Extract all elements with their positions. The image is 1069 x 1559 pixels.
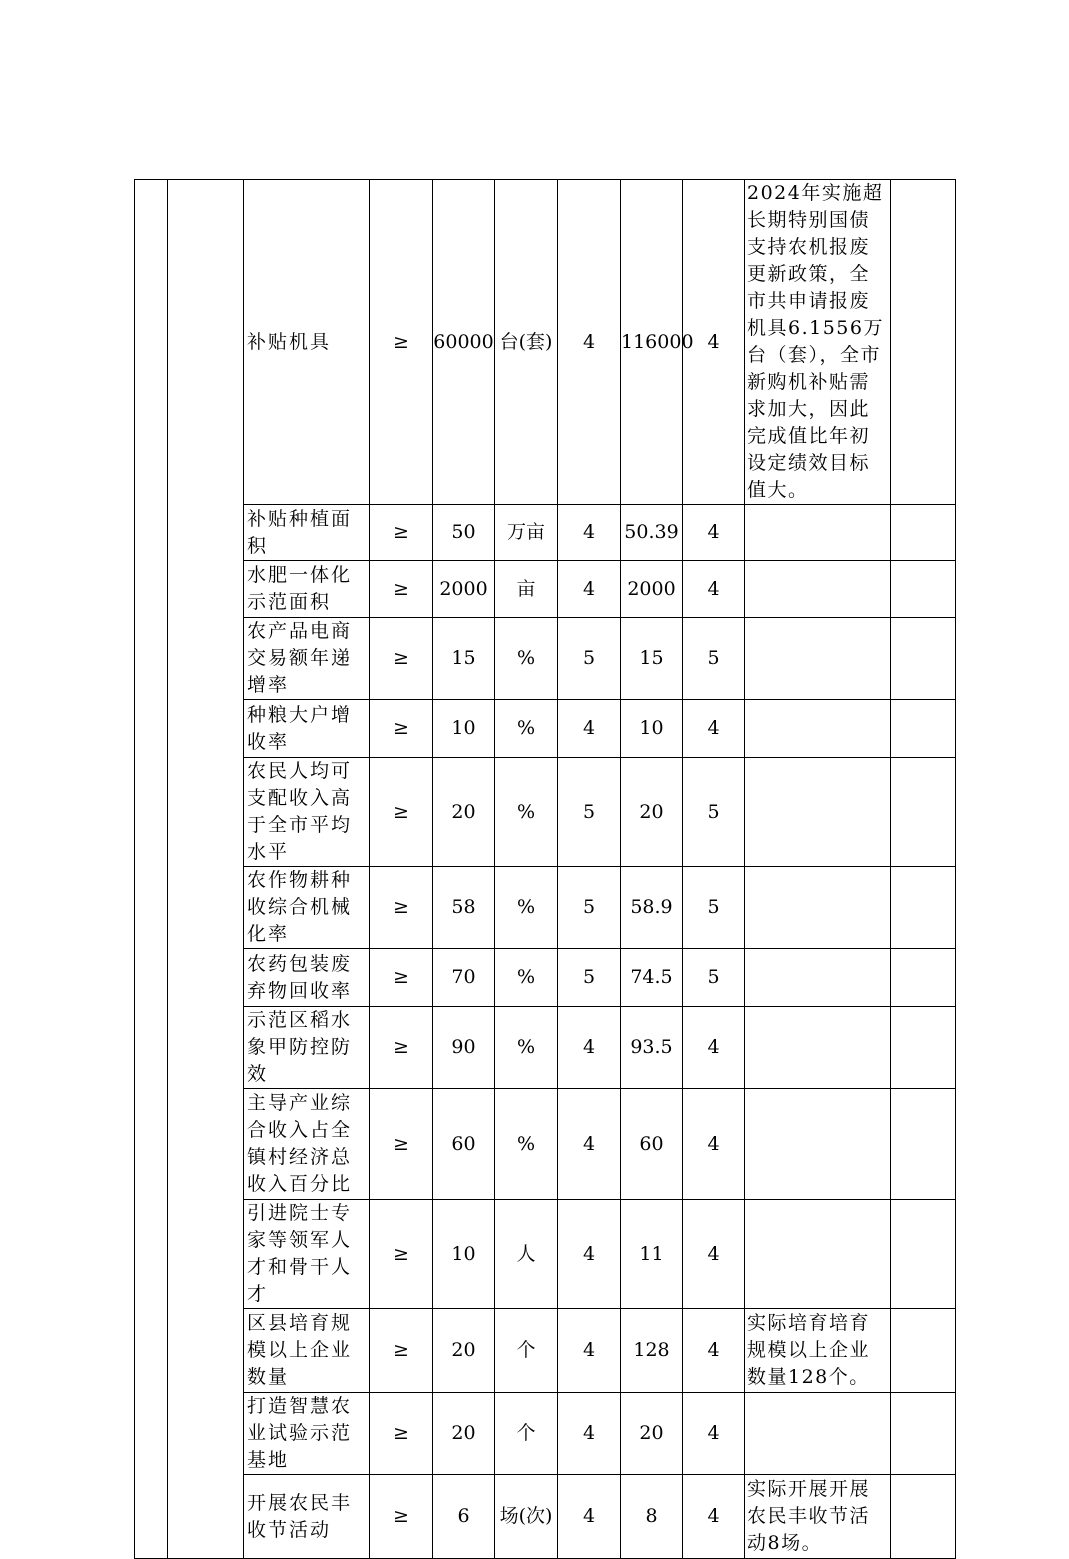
unit-cell: 台(套) [495, 180, 558, 505]
blank-cell [891, 700, 956, 758]
obtained-score-cell: 4 [683, 505, 745, 561]
operator-cell: ≥ [370, 505, 433, 561]
target-value-cell: 70 [433, 949, 495, 1007]
weight-score-cell: 4 [558, 1200, 621, 1309]
unit-cell: 个 [495, 1393, 558, 1475]
table-row [135, 949, 956, 1007]
indicator-name-cell: 打造智慧农业试验示范基地 [244, 1393, 370, 1475]
table-row [135, 1393, 956, 1475]
table-row [135, 1007, 956, 1089]
blank-cell [891, 1007, 956, 1089]
operator-cell: ≥ [370, 867, 433, 949]
unit-cell: 万亩 [495, 505, 558, 561]
remark-cell [745, 700, 891, 758]
spacer-cell-a [135, 180, 168, 1559]
operator-cell: ≥ [370, 1200, 433, 1309]
performance-indicator-table [134, 179, 956, 1559]
weight-score-cell: 4 [558, 505, 621, 561]
table-row [135, 618, 956, 700]
target-value-cell: 60000 [433, 180, 495, 505]
actual-value-cell: 20 [621, 1393, 683, 1475]
actual-value-cell: 74.5 [621, 949, 683, 1007]
weight-score-cell: 4 [558, 1393, 621, 1475]
target-value-cell: 6 [433, 1475, 495, 1559]
operator-cell: ≥ [370, 700, 433, 758]
operator-cell: ≥ [370, 561, 433, 618]
indicator-name-cell: 补贴种植面积 [244, 505, 370, 561]
actual-value-cell: 2000 [621, 561, 683, 618]
remark-cell [745, 505, 891, 561]
operator-cell: ≥ [370, 1007, 433, 1089]
operator-cell: ≥ [370, 618, 433, 700]
unit-cell: % [495, 867, 558, 949]
indicator-name-cell: 开展农民丰收节活动 [244, 1475, 370, 1559]
remark-cell [745, 1200, 891, 1309]
indicator-name-cell: 引进院士专家等领军人才和骨干人才 [244, 1200, 370, 1309]
blank-cell [891, 1475, 956, 1559]
table-row [135, 505, 956, 561]
actual-value-cell: 58.9 [621, 867, 683, 949]
actual-value-cell: 50.39 [621, 505, 683, 561]
remark-cell: 2024年实施超长期特别国债支持农机报废更新政策，全市共申请报废机具6.1556万台（套），全市新购机补贴需求加大，因此完成值比年初设定绩效目标值大。 [745, 180, 891, 505]
target-value-cell: 90 [433, 1007, 495, 1089]
remark-cell [745, 867, 891, 949]
table-row [135, 867, 956, 949]
blank-cell [891, 1200, 956, 1309]
obtained-score-cell: 5 [683, 618, 745, 700]
weight-score-cell: 5 [558, 758, 621, 867]
actual-value-cell: 8 [621, 1475, 683, 1559]
obtained-score-cell: 5 [683, 867, 745, 949]
indicator-name-cell: 农产品电商交易额年递增率 [244, 618, 370, 700]
weight-score-cell: 4 [558, 561, 621, 618]
blank-cell [891, 1393, 956, 1475]
unit-cell: % [495, 700, 558, 758]
indicator-name-cell: 补贴机具 [244, 180, 370, 505]
unit-cell: 场(次) [495, 1475, 558, 1559]
operator-cell: ≥ [370, 1309, 433, 1393]
target-value-cell: 15 [433, 618, 495, 700]
obtained-score-cell: 4 [683, 180, 745, 505]
remark-cell [745, 758, 891, 867]
obtained-score-cell: 4 [683, 1475, 745, 1559]
indicator-name-cell: 主导产业综合收入占全镇村经济总收入百分比 [244, 1089, 370, 1200]
weight-score-cell: 4 [558, 1309, 621, 1393]
target-value-cell: 2000 [433, 561, 495, 618]
operator-cell: ≥ [370, 949, 433, 1007]
weight-score-cell: 4 [558, 700, 621, 758]
obtained-score-cell: 4 [683, 1393, 745, 1475]
indicator-name-cell: 农作物耕种收综合机械化率 [244, 867, 370, 949]
blank-cell [891, 561, 956, 618]
table-row [135, 758, 956, 867]
actual-value-cell: 60 [621, 1089, 683, 1200]
blank-cell [891, 618, 956, 700]
table-row [135, 180, 956, 505]
operator-cell: ≥ [370, 180, 433, 505]
blank-cell [891, 758, 956, 867]
weight-score-cell: 4 [558, 1007, 621, 1089]
blank-cell [891, 1089, 956, 1200]
indicator-name-cell: 区县培育规模以上企业数量 [244, 1309, 370, 1393]
remark-cell [745, 1393, 891, 1475]
unit-cell: % [495, 758, 558, 867]
obtained-score-cell: 5 [683, 949, 745, 1007]
blank-cell [891, 949, 956, 1007]
table-row [135, 1089, 956, 1200]
obtained-score-cell: 4 [683, 1089, 745, 1200]
indicator-name-cell: 示范区稻水象甲防控防效 [244, 1007, 370, 1089]
actual-value-cell: 128 [621, 1309, 683, 1393]
indicator-name-cell: 农民人均可支配收入高于全市平均水平 [244, 758, 370, 867]
blank-cell [891, 180, 956, 505]
obtained-score-cell: 4 [683, 1200, 745, 1309]
remark-cell [745, 1089, 891, 1200]
obtained-score-cell: 4 [683, 561, 745, 618]
obtained-score-cell: 4 [683, 1007, 745, 1089]
weight-score-cell: 5 [558, 949, 621, 1007]
remark-cell [745, 949, 891, 1007]
weight-score-cell: 5 [558, 867, 621, 949]
unit-cell: % [495, 949, 558, 1007]
unit-cell: 亩 [495, 561, 558, 618]
remark-cell: 实际培育培育规模以上企业数量128个。 [745, 1309, 891, 1393]
obtained-score-cell: 4 [683, 700, 745, 758]
actual-value-cell: 11 [621, 1200, 683, 1309]
unit-cell: 人 [495, 1200, 558, 1309]
actual-value-cell: 15 [621, 618, 683, 700]
table-row [135, 700, 956, 758]
target-value-cell: 20 [433, 758, 495, 867]
table-row [135, 1200, 956, 1309]
target-value-cell: 60 [433, 1089, 495, 1200]
table-row [135, 1475, 956, 1559]
obtained-score-cell: 4 [683, 1309, 745, 1393]
weight-score-cell: 5 [558, 618, 621, 700]
actual-value-cell: 93.5 [621, 1007, 683, 1089]
indicator-name-cell: 水肥一体化示范面积 [244, 561, 370, 618]
target-value-cell: 10 [433, 1200, 495, 1309]
indicator-name-cell: 种粮大户增收率 [244, 700, 370, 758]
table-row [135, 561, 956, 618]
operator-cell: ≥ [370, 1475, 433, 1559]
unit-cell: % [495, 1007, 558, 1089]
weight-score-cell: 4 [558, 180, 621, 505]
target-value-cell: 50 [433, 505, 495, 561]
operator-cell: ≥ [370, 758, 433, 867]
actual-value-cell: 20 [621, 758, 683, 867]
table-row [135, 1309, 956, 1393]
unit-cell: % [495, 1089, 558, 1200]
blank-cell [891, 1309, 956, 1393]
unit-cell: % [495, 618, 558, 700]
remark-cell [745, 618, 891, 700]
weight-score-cell: 4 [558, 1475, 621, 1559]
operator-cell: ≥ [370, 1393, 433, 1475]
unit-cell: 个 [495, 1309, 558, 1393]
spacer-cell-b [168, 180, 244, 1559]
blank-cell [891, 505, 956, 561]
target-value-cell: 10 [433, 700, 495, 758]
target-value-cell: 20 [433, 1309, 495, 1393]
blank-cell [891, 867, 956, 949]
remark-cell [745, 1007, 891, 1089]
actual-value-cell: 116000 [621, 180, 683, 505]
indicator-name-cell: 农药包装废弃物回收率 [244, 949, 370, 1007]
operator-cell: ≥ [370, 1089, 433, 1200]
remark-cell: 实际开展开展农民丰收节活动8场。 [745, 1475, 891, 1559]
weight-score-cell: 4 [558, 1089, 621, 1200]
target-value-cell: 58 [433, 867, 495, 949]
target-value-cell: 20 [433, 1393, 495, 1475]
obtained-score-cell: 5 [683, 758, 745, 867]
remark-cell [745, 561, 891, 618]
actual-value-cell: 10 [621, 700, 683, 758]
table-body [135, 180, 956, 1559]
